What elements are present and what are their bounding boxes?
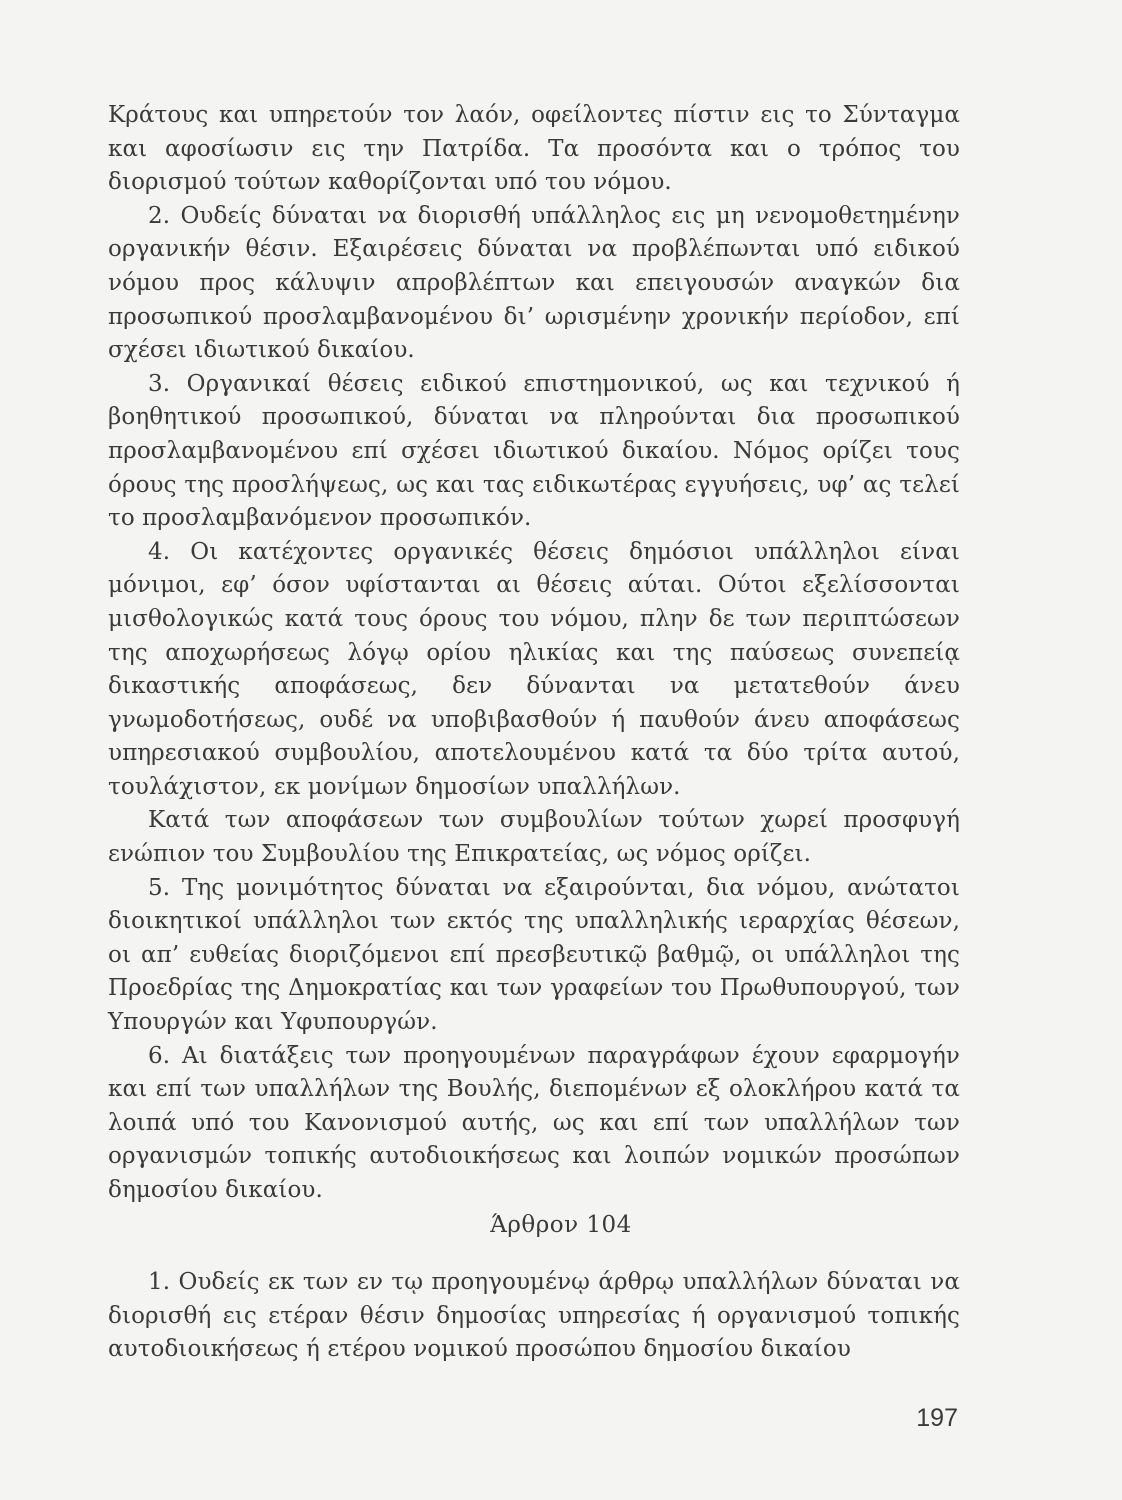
paragraph-2: 2. Ουδείς δύναται να διορισθή υπάλληλος εις μη νενομοθετημένην οργανικήν θέσιν. Εξαιρέσεις δύναται να προβλέπωνται υπό ειδικού νόμου προς κάλυψιν απροβλέπτων και επειγουσών αναγκών δια προσωπικού προσλαμβανομένου δι’ ωρισμένην χρονικήν περίοδον, επί σχέσει ιδιωτικού δικαίου. — [108, 202, 960, 364]
article-104-text — [108, 1266, 960, 1367]
paragraph-3: 3. Οργανικαί θέσεις ειδικού επιστημονικού, ως και τεχνικού ή βοηθητικού προσωπικού, δύναται να πληρούνται δια προσωπικού προσλαμβανομένου επί σχέσει ιδιωτικού δικαίου. Νόμος ορίζει τους όρους της προσλήψεως, ως και τας ειδικωτέρας εγγυήσεις, υφ’ ας τελεί το προσλαμβανόμενον προσωπικόν. — [108, 370, 960, 532]
paragraph-4-appeal: Κατά των αποφάσεων των συμβουλίων τούτων χωρεί προσφυγή ενώπιον του Συμβουλίου της Επικρατείας, ως νόμος ορίζει. — [108, 807, 960, 868]
paragraph-5: 5. Της μονιμότητος δύναται να εξαιρούνται, δια νόμου, ανώτατοι διοικητικοί υπάλληλοι των εκτός της υπαλληλικής ιεραρχίας θέσεων, οι απ’ ευθείας διοριζόμενοι επί πρεσβευτικῷ βαθμῷ, οι υπάλληλοι της Προεδρίας της Δημοκρατίας και των γραφείων του Πρωθυπουργού, των Υπουργών και Υφυπουργών. — [108, 874, 960, 1036]
paragraph-6: 6. Αι διατάξεις των προηγουμένων παραγράφων έχουν εφαρμογήν και επί των υπαλλήλων της Βουλής, διεπομένων εξ ολοκλήρου κατά τα λοιπά υπό του Κανονισμού αυτής, ως και επί των υπαλλήλων των οργανισμών τοπικής αυτοδιοικήσεως και λοιπών νομικών προσώπων δημοσίου δικαίου. — [108, 1042, 960, 1203]
article-103-continued-text — [108, 99, 960, 1208]
article-104-heading: Άρθρον 104 — [490, 1212, 632, 1238]
paragraph-4: 4. Οι κατέχοντες οργανικές θέσεις δημόσιοι υπάλληλοι είναι μόνιμοι, εφ’ όσον υφίστανται αι θέσεις αύται. Ούτοι εξελίσσονται μισθολογικώς κατά τους όρους του νόμου, πλην δε των περιπτώσεων της αποχωρήσεως λόγῳ ορίου ηλικίας και της παύσεως συνεπείᾳ δικαστικής αποφάσεως, δεν δύνανται να μετατεθούν άνευ γνωμοδοτήσεως, ουδέ να υποβιβασθούν ή παυθούν άνευ αποφάσεως υπηρεσιακού συμβουλίου, αποτελουμένου κατά τα δύο τρίτα αυτού, τουλάχιστον, εκ μονίμων δημοσίων υπαλλήλων. — [108, 538, 960, 800]
page-number: 197 — [916, 1404, 958, 1432]
article-104-paragraph-1: 1. Ουδείς εκ των εν τῳ προηγουμένῳ άρθρῳ υπαλλήλων δύναται να διορισθή εις ετέραν θέσιν δημοσίας υπηρεσίας ή οργανισμού τοπικής αυτοδιοικήσεως ή ετέρου νομικού προσώπου δημοσίου δικαίου — [108, 1269, 960, 1363]
paragraph-1-continuation: Κράτους και υπηρετούν τον λαόν, οφείλοντες πίστιν εις το Σύνταγμα και αφοσίωσιν εις την Πατρίδα. Τα προσόντα και ο τρόπος του διορισμού τούτων καθορίζονται υπό του νόμου. — [108, 102, 960, 196]
